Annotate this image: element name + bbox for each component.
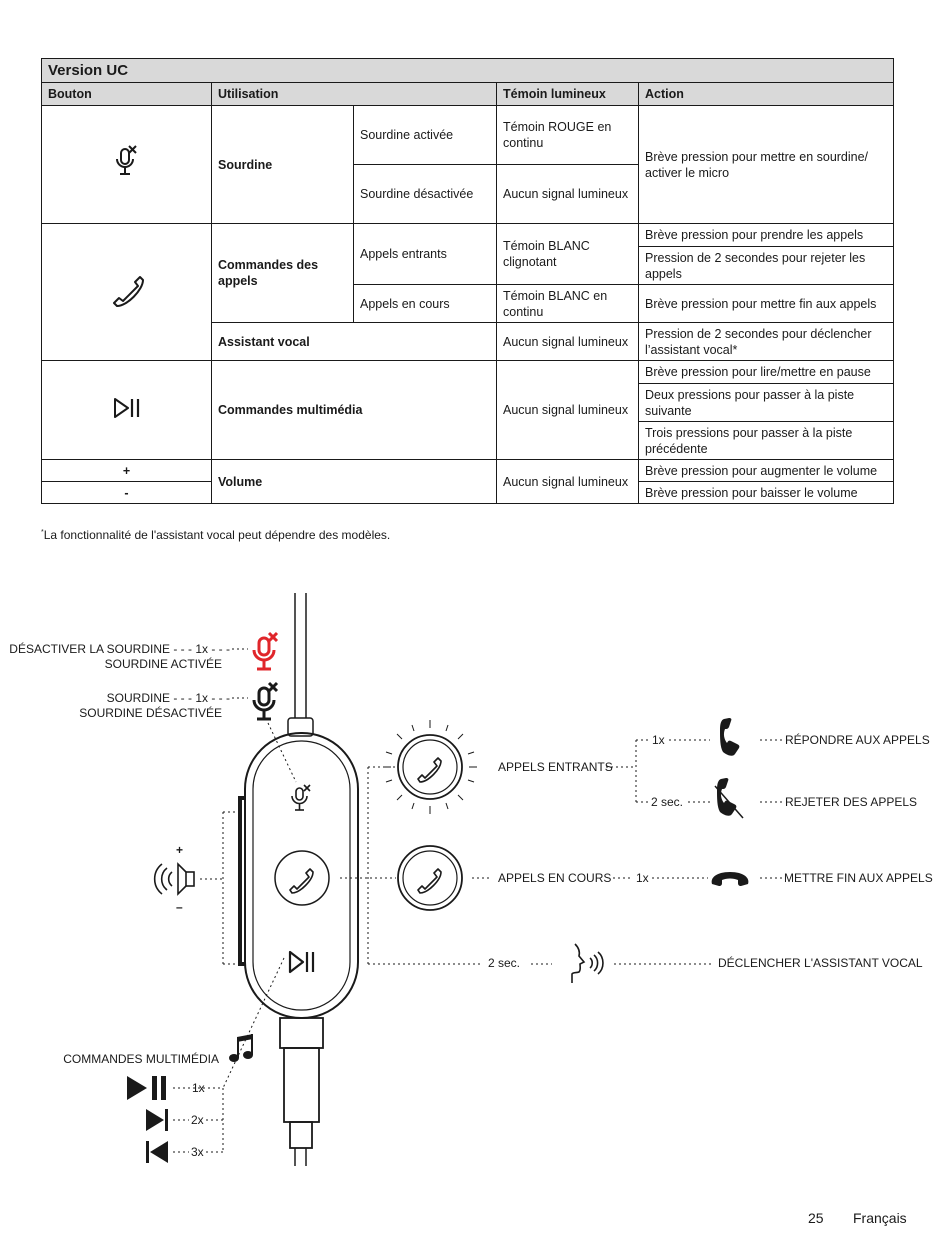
volume-usage: Volume [212, 460, 497, 504]
mute-black-icon [254, 683, 277, 719]
hangup-phone-icon [712, 872, 749, 886]
ongoing-call-button [398, 846, 462, 910]
play-pause-filled-icon [127, 1076, 166, 1100]
calls-ongoing: Appels en cours [354, 285, 497, 323]
volume-plus-label: + [176, 843, 184, 857]
media-2x-label: 2x [191, 1113, 204, 1127]
ongoing-1x-label: 1x [636, 871, 649, 885]
media-1x-label: 1x [192, 1081, 205, 1095]
footnote-mark: * [41, 529, 44, 536]
remote-call-button [275, 851, 329, 905]
calls-ongoing-light: Témoin BLANC en continu [497, 285, 639, 323]
next-track-icon [146, 1109, 168, 1131]
unmute-label-2: SOURDINE ACTIVÉE [104, 657, 222, 671]
volume-down: Brève pression pour baisser le volume [639, 482, 894, 504]
controls-table [41, 58, 894, 504]
phone-icon [107, 270, 147, 310]
assistant-light: Aucun signal lumineux [497, 323, 639, 361]
incoming-2s-label: 2 sec. [651, 795, 684, 809]
volume-minus-label: – [176, 900, 183, 914]
media-3x-label: 3x [191, 1145, 204, 1159]
voice-assistant-icon [572, 944, 603, 983]
mute-usage: Sourdine [212, 106, 354, 224]
remote-mute-icon [292, 785, 310, 810]
media-button-cell [42, 361, 212, 460]
assistant-usage: Assistant vocal [212, 323, 497, 361]
remote-body [245, 733, 358, 1018]
assistant-action: Pression de 2 secondes pour déclencher l’assistant vocal* [639, 323, 894, 361]
header-action: Action [639, 83, 894, 106]
unmute-label-1: DÉSACTIVER LA SOURDINE - - - 1x - - - [9, 642, 230, 656]
volume-minus: - [42, 482, 212, 504]
mute-action: Brève pression pour mettre en sourdine/ activer le micro [639, 106, 894, 224]
calls-incoming-action2: Pression de 2 secondes pour rejeter les appels [639, 247, 894, 285]
music-note-icon [229, 1034, 253, 1062]
header-temoin: Témoin lumineux [497, 83, 639, 106]
remote-phone-icon [290, 869, 313, 893]
mute-mic-icon [112, 143, 142, 183]
mute-off-light: Aucun signal lumineux [497, 165, 639, 224]
calls-ongoing-action: Brève pression pour mettre fin aux appels [639, 285, 894, 323]
play-pause-icon [112, 396, 142, 420]
mute-label-1: SOURDINE - - - 1x - - - [106, 691, 230, 705]
mute-red-icon [254, 633, 277, 669]
volume-light: Aucun signal lumineux [497, 460, 639, 504]
mute-button-cell [42, 106, 212, 224]
media-action3: Trois pressions pour passer à la piste précédente [639, 422, 894, 460]
table-title: Version UC [42, 59, 894, 83]
calls-incoming: Appels entrants [354, 224, 497, 285]
answer-calls-label: RÉPONDRE AUX APPELS [785, 733, 930, 747]
page-language: Français [853, 1210, 907, 1226]
media-controls-label: COMMANDES MULTIMÉDIA [63, 1052, 219, 1066]
calls-usage: Commandes des appels [212, 224, 354, 323]
volume-plus: + [42, 460, 212, 482]
mute-on: Sourdine activée [354, 106, 497, 165]
footnote-text: La fonctionnalité de l'assistant vocal peut dépendre des modèles. [43, 528, 391, 542]
header-utilisation: Utilisation [212, 83, 497, 106]
media-action1: Brève pression pour lire/mettre en pause [639, 361, 894, 384]
mute-on-light: Témoin ROUGE en continu [497, 106, 639, 165]
media-light: Aucun signal lumineux [497, 361, 639, 460]
reject-calls-label: REJETER DES APPELS [785, 795, 918, 809]
ongoing-calls-label: APPELS EN COURS [498, 871, 612, 885]
header-bouton: Bouton [42, 83, 212, 106]
incoming-call-button [383, 720, 477, 814]
hangup-label: METTRE FIN AUX APPELS [784, 871, 933, 885]
footnote [41, 528, 390, 542]
remote-play-pause-icon [290, 952, 313, 972]
incoming-calls-label: APPELS ENTRANTS [498, 760, 613, 774]
answer-phone-icon [720, 718, 739, 756]
mute-off: Sourdine désactivée [354, 165, 497, 224]
reject-phone-icon [715, 778, 743, 818]
assistant-2s-label: 2 sec. [488, 956, 521, 970]
media-usage: Commandes multimédia [212, 361, 497, 460]
previous-track-icon [146, 1141, 168, 1163]
assistant-label: DÉCLENCHER L'ASSISTANT VOCAL [718, 956, 923, 970]
calls-incoming-action1: Brève pression pour prendre les appels [639, 224, 894, 247]
incoming-1x-label: 1x [652, 733, 665, 747]
call-button-cell [42, 224, 212, 361]
speaker-icon [155, 864, 194, 894]
volume-up: Brève pression pour augmenter le volume [639, 460, 894, 482]
mute-label-2: SOURDINE DÉSACTIVÉE [79, 706, 222, 720]
calls-incoming-light: Témoin BLANC clignotant [497, 224, 639, 285]
page-number: 25 [808, 1210, 824, 1226]
media-action2: Deux pressions pour passer à la piste suivante [639, 384, 894, 422]
